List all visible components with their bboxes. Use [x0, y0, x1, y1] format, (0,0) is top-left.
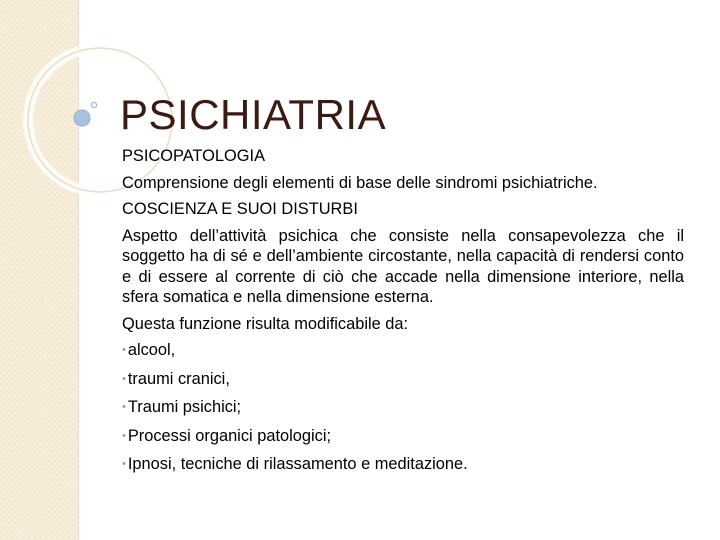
bullet-icon: • — [122, 458, 126, 470]
slide-content — [122, 146, 684, 483]
bullet-icon: • — [122, 344, 126, 356]
accent-dot-small — [91, 102, 96, 107]
heading-psicopatologia: PSICOPATOLOGIA — [122, 147, 266, 165]
list-intro: Questa funzione risulta modificabile da: — [122, 314, 409, 333]
bullet-icon: • — [122, 372, 126, 385]
slide-title: PSICHIATRIA — [120, 91, 387, 138]
accent-dot-large — [74, 110, 90, 126]
intro-line: Comprensione degli elementi di base delle sindromi psichiatriche. — [122, 173, 598, 192]
list-item: • Processi organici patologici; — [122, 426, 332, 445]
heading-coscienza: COSCIENZA E SUOI DISTURBI — [122, 200, 358, 218]
list-item: • alcool, — [122, 341, 176, 359]
bullet-list — [122, 340, 684, 477]
bullet-icon: • — [122, 401, 126, 413]
bullet-icon: • — [122, 429, 126, 442]
list-item: • traumi cranici, — [122, 369, 230, 388]
list-item: • Ipnosi, tecniche di rilassamento e meditazione. — [122, 455, 468, 473]
list-item: • Traumi psichici; — [122, 398, 242, 416]
definition-paragraph: Aspetto dell’attività psichica che consiste nella consapevolezza che il soggetto ha di sé e dell’ambiente circostante, nella capacità di rendersi conto e di essere al corrente di ciò che accade nella dimensione interiore, nella sfera somatica e nella dimensione esterna. — [122, 226, 684, 306]
decorative-circles — [0, 0, 140, 200]
